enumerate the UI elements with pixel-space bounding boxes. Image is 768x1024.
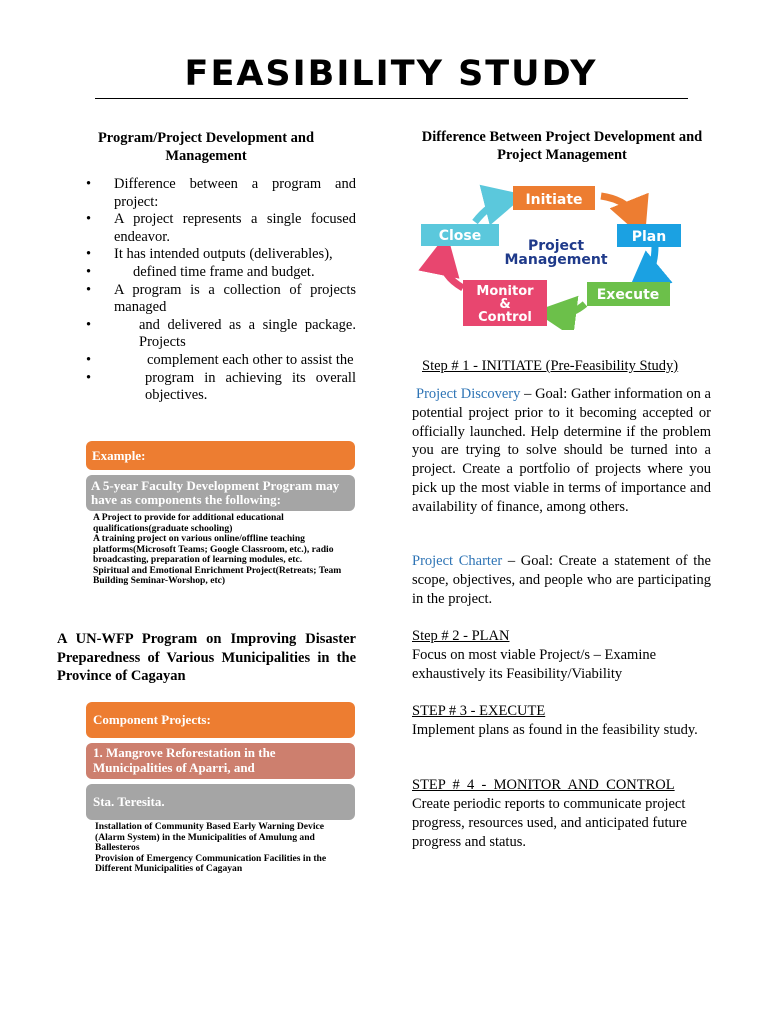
plan-label: Plan <box>631 229 667 245</box>
bullet-item: • A program is a collection of projects managed <box>85 282 356 317</box>
title-rule <box>95 98 688 99</box>
example-label-box <box>86 441 355 470</box>
component-items-list <box>95 822 351 875</box>
project-charter-text: – Goal: Create a statement of the scope, objectives, and people who are participating in the project. <box>412 553 711 607</box>
example-description: A 5-year Faculty Development Program may have as components the following: <box>91 478 340 507</box>
step4-title: STEP # 4 - MONITOR AND CONTROL <box>412 777 675 793</box>
control-label: Control <box>478 310 532 325</box>
component-1: 1. Mangrove Reforestation in the Municipalities of Aparri, and <box>93 745 276 775</box>
page-title: FEASIBILITY STUDY <box>184 54 598 94</box>
component-label: Component Projects: <box>93 712 211 727</box>
arrow-execute-to-monitor <box>555 304 585 314</box>
arrow-initiate-to-plan <box>601 196 637 220</box>
bullet-item: • and delivered as a single package. Projects <box>85 317 356 352</box>
arrow-plan-to-execute <box>643 246 655 280</box>
example-label: Example: <box>92 448 146 463</box>
arrow-close-to-initiate <box>475 200 505 222</box>
monitor-label: Monitor <box>476 284 534 299</box>
project-management-cycle-diagram <box>415 182 685 330</box>
center-project-label: Project <box>527 238 585 254</box>
component-1-box <box>86 743 355 779</box>
component-label-box <box>86 702 355 738</box>
step3-text: Implement plans as found in the feasibility study. <box>412 722 698 738</box>
example-description-box <box>86 475 355 511</box>
component-2-box <box>86 784 355 820</box>
program-heading: A UN-WFP Program on Improving Disaster Preparedness of Various Municipalities in the Province of Cagayan <box>57 631 356 684</box>
project-charter-term: Project Charter <box>412 553 503 569</box>
list-item: Installation of Community Based Early Warning Device (Alarm System) in the Municipalities of Amulung and Ballesteros <box>95 821 325 853</box>
bullet-item: • A project represents a single focused endeavor. <box>85 211 356 246</box>
arrow-monitor-to-close <box>442 254 463 288</box>
bullet-item: • program in achieving its overall objectives. <box>85 370 356 405</box>
step2-title: Step # 2 - PLAN <box>412 628 510 644</box>
component-2: Sta. Teresita. <box>93 794 165 809</box>
left-heading: Program/Project Development and Management <box>97 130 315 164</box>
bullet-item: • It has intended outputs (deliverables), <box>85 246 356 264</box>
project-charter-paragraph <box>412 552 711 608</box>
bullet-item: • defined time frame and budget. <box>85 264 356 282</box>
project-discovery-term: Project Discovery <box>416 386 521 402</box>
bullet-item: • Difference between a program and project: <box>85 176 356 211</box>
list-item: A training project on various online/offline teaching platforms(Microsoft Teams; Google Classroom, etc.), radio broadcasting, preparation of learning modules, etc. <box>93 533 334 565</box>
project-discovery-paragraph <box>412 385 711 517</box>
initiate-label: Initiate <box>525 192 583 208</box>
close-label: Close <box>438 228 482 244</box>
step1-title: Step # 1 - INITIATE (Pre-Feasibility Study) <box>422 358 679 374</box>
list-item: A Project to provide for additional educational qualifications(graduate schooling) <box>93 512 284 534</box>
step2-text: Focus on most viable Project/s – Examine exhaustively its Feasibility/Viability <box>412 647 657 682</box>
example-items-list <box>93 513 351 587</box>
bullet-item: • complement each other to assist the <box>85 352 356 370</box>
center-management-label: Management <box>504 252 608 268</box>
list-item: Provision of Emergency Communication Facilities in the Different Municipalities of Cagayan <box>95 852 327 874</box>
execute-label: Execute <box>596 287 660 303</box>
list-item: Spiritual and Emotional Enrichment Project(Retreats; Team Building Seminar-Worshop, etc) <box>93 564 342 586</box>
project-discovery-text: – Goal: Gather information on a potential project prior to it becoming accepted or officially launched. Help determine if the problem you are trying to solve should be turned into a project. Create a portfolio of projects where you pick up the most viable in terms of importance and availability of finance, among others. <box>412 386 711 515</box>
step3-title: STEP # 3 - EXECUTE <box>412 703 546 719</box>
step4-text: Create periodic reports to communicate project progress, resources used, and anticipated future progress and status. <box>412 796 687 850</box>
definition-bullets <box>85 176 356 405</box>
right-heading: Difference Between Project Development and Project Management <box>421 129 703 163</box>
ampersand-label: & <box>499 297 511 312</box>
